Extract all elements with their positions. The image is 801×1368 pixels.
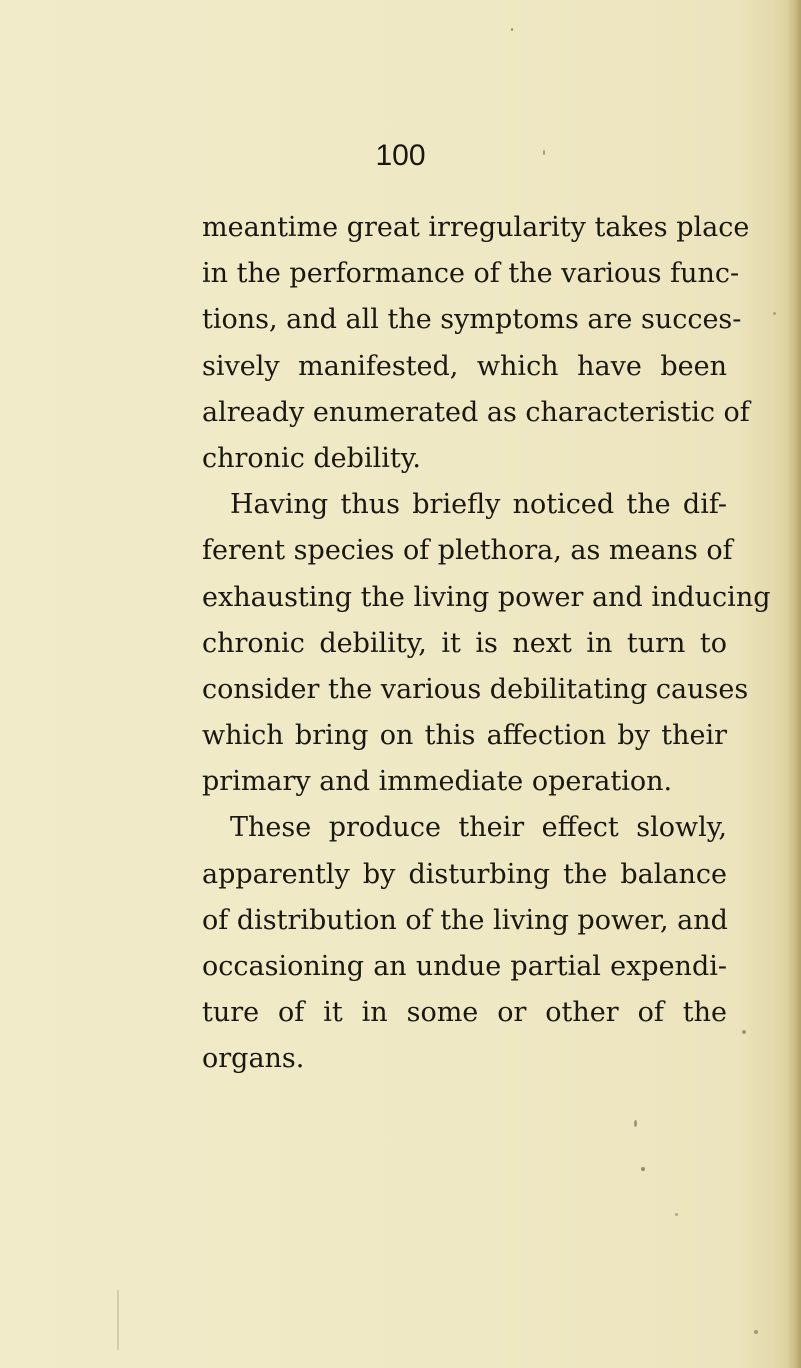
text-line: chronic debility, it is next in turn to bbox=[202, 627, 727, 659]
text-line: tions, and all the symptoms are succes- bbox=[202, 304, 742, 336]
paper-speck bbox=[742, 1030, 746, 1034]
text-line: apparently by disturbing the balance bbox=[202, 858, 727, 890]
paper-speck bbox=[634, 1120, 637, 1127]
paper-speck bbox=[754, 1330, 758, 1334]
text-line: ture of it in some or other of the bbox=[202, 997, 727, 1029]
paper-speck bbox=[641, 1167, 645, 1171]
paper-speck bbox=[773, 312, 776, 315]
page-edge-shadow bbox=[787, 0, 801, 1368]
text-line: of distribution of the living power, and bbox=[202, 904, 728, 936]
body-text bbox=[202, 205, 771, 1083]
page-number: 100 bbox=[375, 139, 426, 172]
paper-speck bbox=[675, 1213, 678, 1216]
text-line: ferent species of plethora, as means of bbox=[202, 535, 733, 567]
text-line: consider the various debilitating causes bbox=[202, 673, 749, 705]
text-line: sively manifested, which have been bbox=[202, 350, 727, 382]
paper-speck bbox=[117, 1290, 119, 1350]
text-line: meantime great irregularity takes place bbox=[202, 212, 750, 243]
paper-speck bbox=[543, 150, 545, 155]
text-line: already enumerated as characteristic of bbox=[202, 396, 750, 428]
text-line: which bring on this affection by their bbox=[202, 720, 727, 752]
text-line: primary and immediate operation. bbox=[202, 766, 673, 798]
text-line: organs. bbox=[202, 1043, 305, 1075]
text-line: exhausting the living power and inducing bbox=[202, 581, 771, 613]
text-line: occasioning an undue partial expendi- bbox=[202, 951, 727, 982]
paper-speck bbox=[511, 28, 513, 31]
text-line: These produce their effect slowly, bbox=[230, 812, 727, 844]
text-line: chronic debility. bbox=[202, 442, 421, 474]
text-line: in the performance of the various func- bbox=[202, 258, 740, 290]
text-line: Having thus briefly noticed the dif- bbox=[230, 489, 727, 521]
